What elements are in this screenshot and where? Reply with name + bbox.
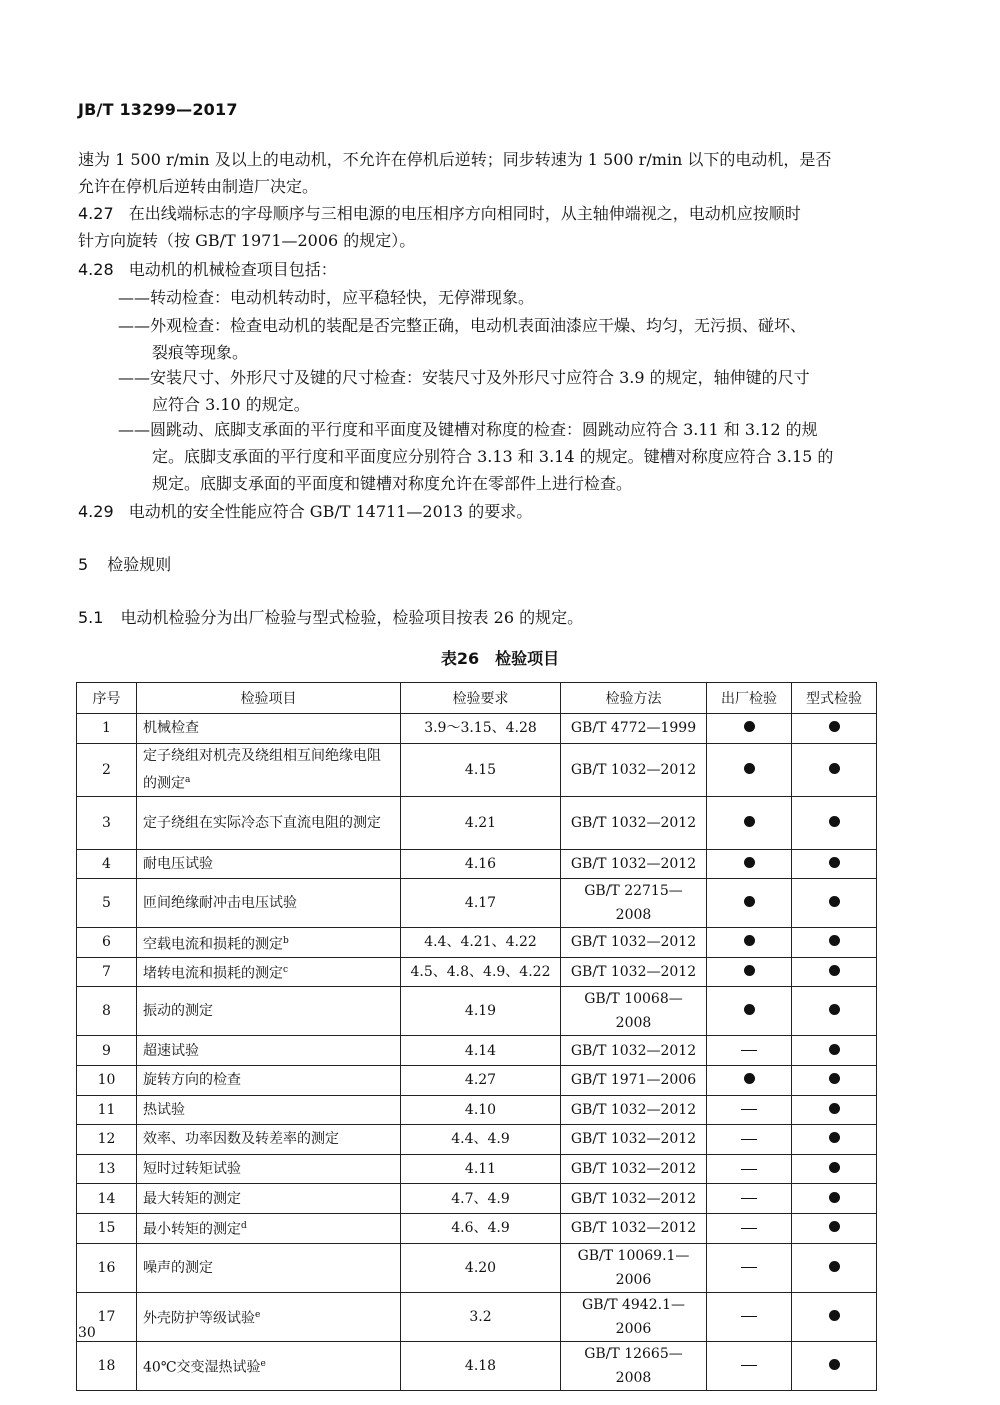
table-row <box>77 1292 877 1341</box>
method-cell: GB/T 1032—2012 <box>561 957 707 987</box>
dash-icon <box>741 1267 757 1268</box>
filled-circle-icon <box>744 896 755 907</box>
filled-circle-icon <box>829 965 840 976</box>
method-cell: GB/T 4942.1—2006 <box>561 1292 707 1341</box>
factory-inspection-cell <box>707 1154 792 1184</box>
item-cell <box>137 957 401 987</box>
dash-item-appearance-check <box>118 312 886 366</box>
section-number: 5 <box>78 555 89 574</box>
dash-item-dimension-check <box>118 364 886 418</box>
clause-number: 4.27 <box>78 204 114 223</box>
filled-circle-icon <box>829 721 840 732</box>
requirement-cell: 4.19 <box>401 987 561 1036</box>
filled-circle-icon <box>829 857 840 868</box>
filled-circle-icon <box>829 935 840 946</box>
clause-4-27 <box>78 200 886 254</box>
row-number-cell: 11 <box>77 1095 137 1125</box>
clause-text: 电动机检验分为出厂检验与型式检验，检验项目按表 26 的规定。 <box>120 608 584 627</box>
section-title: 检验规则 <box>107 555 172 574</box>
footnote-marker: b <box>283 935 289 946</box>
item-cell <box>137 743 401 796</box>
requirement-cell: 3.9～3.15、4.28 <box>401 714 561 744</box>
item-text: 定子绕组在实际冷态下直流电阻的测定 <box>143 814 381 831</box>
item-cell <box>137 987 401 1036</box>
continuation-paragraph <box>78 146 886 200</box>
type-inspection-cell <box>792 849 877 879</box>
dash-item-text-line-1: ——外观检查：检查电动机的装配是否完整正确，电动机表面油漆应干燥、均匀，无污损、碰坏、 <box>118 316 807 335</box>
method-cell: GB/T 1032—2012 <box>561 1125 707 1155</box>
requirement-cell: 4.21 <box>401 796 561 849</box>
table-row <box>77 1065 877 1095</box>
dash-item-text-line-1: ——安装尺寸、外形尺寸及键的尺寸检查：安装尺寸及外形尺寸应符合 3.9 的规定，轴伸键的尺寸 <box>118 368 810 387</box>
clause-text-line-2: 针方向旋转（按 GB/T 1971—2006 的规定）。 <box>78 231 416 250</box>
row-number-cell: 4 <box>77 849 137 879</box>
factory-inspection-cell <box>707 1184 792 1214</box>
table-row <box>77 1036 877 1066</box>
item-text: 机械检查 <box>143 720 199 737</box>
filled-circle-icon <box>829 816 840 827</box>
type-inspection-cell <box>792 1213 877 1243</box>
requirement-cell: 4.20 <box>401 1243 561 1292</box>
item-text: 热试验 <box>143 1101 185 1118</box>
item-text: 最大转矩的测定 <box>143 1190 241 1207</box>
requirement-cell: 4.4、4.9 <box>401 1125 561 1155</box>
row-number-cell: 12 <box>77 1125 137 1155</box>
row-number-cell: 15 <box>77 1213 137 1243</box>
table-row <box>77 743 877 796</box>
clause-number: 4.28 <box>78 260 114 279</box>
factory-inspection-cell <box>707 1243 792 1292</box>
table-row <box>77 879 877 928</box>
table-row <box>77 796 877 849</box>
row-number-cell: 10 <box>77 1065 137 1095</box>
item-cell <box>137 796 401 849</box>
table-row <box>77 928 877 958</box>
item-text: 空载电流和损耗的测定 <box>143 936 283 953</box>
item-text: 振动的测定 <box>143 1003 213 1020</box>
table-title: 表26 检验项目 <box>440 649 560 668</box>
filled-circle-icon <box>829 1103 840 1114</box>
filled-circle-icon <box>744 816 755 827</box>
type-inspection-cell <box>792 714 877 744</box>
clause-text: 电动机的机械检查项目包括： <box>128 260 337 279</box>
row-number-cell: 8 <box>77 987 137 1036</box>
item-cell <box>137 1292 401 1341</box>
item-cell <box>137 1125 401 1155</box>
row-number-cell: 2 <box>77 743 137 796</box>
factory-inspection-cell <box>707 1065 792 1095</box>
method-cell: GB/T 1032—2012 <box>561 1154 707 1184</box>
factory-inspection-cell <box>707 743 792 796</box>
dash-item-text-line-1: ——圆跳动、底脚支承面的平行度和平面度及键槽对称度的检查：圆跳动应符合 3.11 和 3.12 的规 <box>118 420 818 439</box>
header-cell: 序号 <box>77 683 137 714</box>
row-number-cell: 13 <box>77 1154 137 1184</box>
factory-inspection-cell <box>707 879 792 928</box>
filled-circle-icon <box>829 1310 840 1321</box>
requirement-cell: 4.7、4.9 <box>401 1184 561 1214</box>
table-row <box>77 1154 877 1184</box>
method-cell: GB/T 1032—2012 <box>561 1213 707 1243</box>
inspection-items-table <box>76 682 877 1391</box>
type-inspection-cell <box>792 1341 877 1390</box>
filled-circle-icon <box>829 1221 840 1232</box>
filled-circle-icon <box>829 1073 840 1084</box>
requirement-cell: 4.18 <box>401 1341 561 1390</box>
dash-icon <box>741 1169 757 1170</box>
dash-icon <box>741 1228 757 1229</box>
table-row <box>77 1125 877 1155</box>
table-row <box>77 957 877 987</box>
clause-number: 4.29 <box>78 502 114 521</box>
item-cell <box>137 1095 401 1125</box>
continuation-line-1: 速为 1 500 r/min 及以上的电动机，不允许在停机后逆转；同步转速为 1 500 r/min 以下的电动机，是否 <box>78 150 832 169</box>
filled-circle-icon <box>744 721 755 732</box>
item-cell <box>137 879 401 928</box>
filled-circle-icon <box>744 857 755 868</box>
dash-icon <box>741 1050 757 1051</box>
filled-circle-icon <box>744 1073 755 1084</box>
requirement-cell: 4.6、4.9 <box>401 1213 561 1243</box>
table-row <box>77 1184 877 1214</box>
table-row <box>77 1243 877 1292</box>
row-number-cell: 17 <box>77 1292 137 1341</box>
filled-circle-icon <box>744 965 755 976</box>
method-cell: GB/T 4772—1999 <box>561 714 707 744</box>
requirement-cell: 4.11 <box>401 1154 561 1184</box>
item-cell <box>137 1341 401 1390</box>
table-header-row <box>77 683 877 714</box>
method-cell: GB/T 12665—2008 <box>561 1341 707 1390</box>
header-cell: 型式检验 <box>792 683 877 714</box>
filled-circle-icon <box>829 896 840 907</box>
method-cell: GB/T 1032—2012 <box>561 1184 707 1214</box>
requirement-cell: 4.27 <box>401 1065 561 1095</box>
factory-inspection-cell <box>707 1125 792 1155</box>
clause-5-1 <box>78 604 886 631</box>
factory-inspection-cell <box>707 1036 792 1066</box>
item-cell <box>137 928 401 958</box>
row-number-cell: 16 <box>77 1243 137 1292</box>
filled-circle-icon <box>829 1162 840 1173</box>
row-number-cell: 14 <box>77 1184 137 1214</box>
item-text: 最小转矩的测定 <box>143 1222 241 1239</box>
clause-number: 5.1 <box>78 608 104 627</box>
requirement-cell: 4.14 <box>401 1036 561 1066</box>
filled-circle-icon <box>829 1004 840 1015</box>
type-inspection-cell <box>792 957 877 987</box>
table-row <box>77 1213 877 1243</box>
page-number: 30 <box>78 1325 96 1341</box>
requirement-cell: 4.16 <box>401 849 561 879</box>
dash-icon <box>741 1109 757 1110</box>
filled-circle-icon <box>829 1359 840 1370</box>
method-cell: GB/T 1032—2012 <box>561 1095 707 1125</box>
clause-4-29 <box>78 498 886 525</box>
clause-4-28 <box>78 256 886 283</box>
type-inspection-cell <box>792 987 877 1036</box>
method-cell: GB/T 1032—2012 <box>561 743 707 796</box>
requirement-cell: 4.4、4.21、4.22 <box>401 928 561 958</box>
method-cell: GB/T 22715—2008 <box>561 879 707 928</box>
table-row <box>77 849 877 879</box>
factory-inspection-cell <box>707 957 792 987</box>
footnote-marker: d <box>241 1221 247 1232</box>
dash-icon <box>741 1139 757 1140</box>
method-cell: GB/T 1032—2012 <box>561 849 707 879</box>
dash-icon <box>741 1198 757 1199</box>
type-inspection-cell <box>792 796 877 849</box>
type-inspection-cell <box>792 928 877 958</box>
method-cell: GB/T 1032—2012 <box>561 1036 707 1066</box>
factory-inspection-cell <box>707 1341 792 1390</box>
continuation-line-2: 允许在停机后逆转由制造厂决定。 <box>78 177 319 196</box>
row-number-cell: 3 <box>77 796 137 849</box>
factory-inspection-cell <box>707 714 792 744</box>
standard-code: JB/T 13299—2017 <box>78 100 238 119</box>
footnote-marker: e <box>255 1309 261 1320</box>
filled-circle-icon <box>744 1004 755 1015</box>
type-inspection-cell <box>792 1095 877 1125</box>
item-text: 堵转电流和损耗的测定 <box>143 965 283 982</box>
item-cell <box>137 849 401 879</box>
row-number-cell: 7 <box>77 957 137 987</box>
factory-inspection-cell <box>707 1213 792 1243</box>
item-text: 定子绕组对机壳及绕组相互间绝缘电阻的测定 <box>143 747 381 792</box>
method-cell: GB/T 1032—2012 <box>561 928 707 958</box>
type-inspection-cell <box>792 1243 877 1292</box>
dash-item-rotation-check <box>118 284 886 311</box>
footnote-marker: c <box>283 965 289 976</box>
table-row <box>77 1341 877 1390</box>
header-cell: 检验方法 <box>561 683 707 714</box>
factory-inspection-cell <box>707 928 792 958</box>
header-cell: 检验要求 <box>401 683 561 714</box>
type-inspection-cell <box>792 1036 877 1066</box>
dash-icon <box>741 1365 757 1366</box>
method-cell: GB/T 1971—2006 <box>561 1065 707 1095</box>
item-text: 旋转方向的检查 <box>143 1072 241 1089</box>
item-text: 效率、功率因数及转差率的测定 <box>143 1131 339 1148</box>
requirement-cell: 4.5、4.8、4.9、4.22 <box>401 957 561 987</box>
filled-circle-icon <box>829 1192 840 1203</box>
clause-text: 电动机的安全性能应符合 GB/T 14711—2013 的要求。 <box>128 502 533 521</box>
item-text: 外壳防护等级试验 <box>143 1310 255 1327</box>
factory-inspection-cell <box>707 987 792 1036</box>
factory-inspection-cell <box>707 849 792 879</box>
method-cell: GB/T 10069.1—2006 <box>561 1243 707 1292</box>
dash-item-text-line-2: 应符合 3.10 的规定。 <box>152 395 310 414</box>
type-inspection-cell <box>792 879 877 928</box>
row-number-cell: 1 <box>77 714 137 744</box>
table-row <box>77 987 877 1036</box>
item-text: 40℃交变湿热试验 <box>143 1359 261 1376</box>
item-text: 超速试验 <box>143 1042 199 1059</box>
header-cell: 检验项目 <box>137 683 401 714</box>
row-number-cell: 18 <box>77 1341 137 1390</box>
type-inspection-cell <box>792 1184 877 1214</box>
dash-item-text-line-3: 规定。底脚支承面的平面度和键槽对称度允许在零部件上进行检查。 <box>152 474 633 493</box>
dash-item-text: ——转动检查：电动机转动时，应平稳轻快，无停滞现象。 <box>118 288 535 307</box>
method-cell: GB/T 1032—2012 <box>561 796 707 849</box>
dash-item-runout-check <box>118 416 886 497</box>
requirement-cell: 4.17 <box>401 879 561 928</box>
requirement-cell: 3.2 <box>401 1292 561 1341</box>
filled-circle-icon <box>829 763 840 774</box>
type-inspection-cell <box>792 1125 877 1155</box>
section-5-heading <box>78 552 171 575</box>
method-cell: GB/T 10068—2008 <box>561 987 707 1036</box>
item-text: 匝间绝缘耐冲击电压试验 <box>143 895 297 912</box>
factory-inspection-cell <box>707 1292 792 1341</box>
type-inspection-cell <box>792 1154 877 1184</box>
item-cell <box>137 1213 401 1243</box>
type-inspection-cell <box>792 743 877 796</box>
item-text: 短时过转矩试验 <box>143 1161 241 1178</box>
item-cell <box>137 1154 401 1184</box>
type-inspection-cell <box>792 1292 877 1341</box>
type-inspection-cell <box>792 1065 877 1095</box>
row-number-cell: 9 <box>77 1036 137 1066</box>
item-cell <box>137 1243 401 1292</box>
factory-inspection-cell <box>707 1095 792 1125</box>
filled-circle-icon <box>744 935 755 946</box>
factory-inspection-cell <box>707 796 792 849</box>
filled-circle-icon <box>829 1132 840 1143</box>
requirement-cell: 4.10 <box>401 1095 561 1125</box>
filled-circle-icon <box>829 1261 840 1272</box>
filled-circle-icon <box>829 1044 840 1055</box>
footnote-marker: e <box>260 1358 266 1369</box>
item-cell <box>137 1065 401 1095</box>
item-cell <box>137 714 401 744</box>
item-text: 噪声的测定 <box>143 1259 213 1276</box>
row-number-cell: 6 <box>77 928 137 958</box>
filled-circle-icon <box>744 763 755 774</box>
dash-icon <box>741 1316 757 1317</box>
row-number-cell: 5 <box>77 879 137 928</box>
requirement-cell: 4.15 <box>401 743 561 796</box>
dash-item-text-line-2: 定。底脚支承面的平行度和平面度应分别符合 3.13 和 3.14 的规定。键槽对称度应符合 3.15 的 <box>152 447 834 466</box>
dash-item-text-line-2: 裂痕等现象。 <box>152 343 249 362</box>
footnote-marker: a <box>185 774 191 785</box>
table-row <box>77 1095 877 1125</box>
header-cell: 出厂检验 <box>707 683 792 714</box>
table-row <box>77 714 877 744</box>
item-text: 耐电压试验 <box>143 855 213 872</box>
clause-text-line-1: 在出线端标志的字母顺序与三相电源的电压相序方向相同时，从主轴伸端视之，电动机应按顺时 <box>128 204 801 223</box>
item-cell <box>137 1184 401 1214</box>
item-cell <box>137 1036 401 1066</box>
